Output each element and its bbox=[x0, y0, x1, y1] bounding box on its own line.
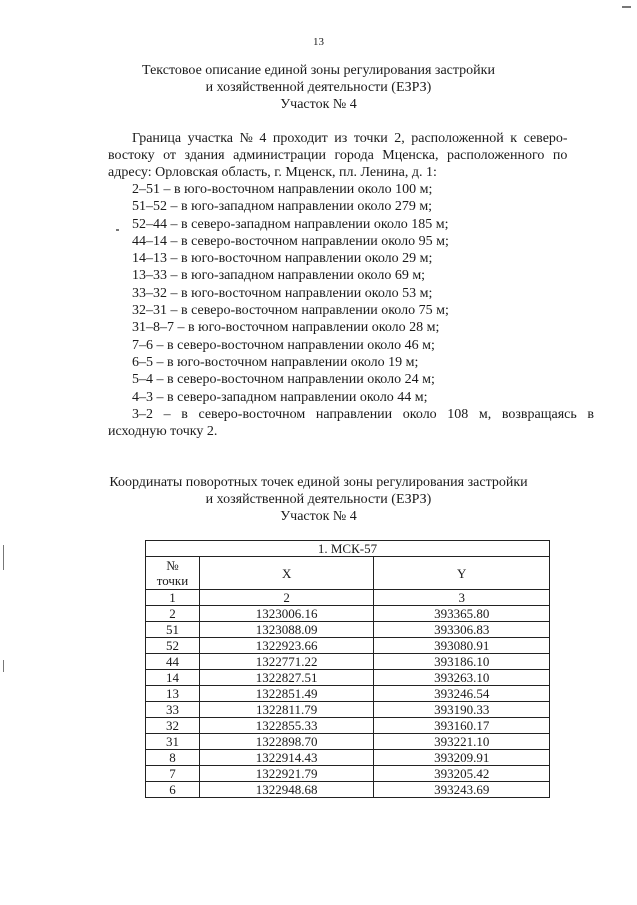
point-cell: 33 bbox=[146, 702, 200, 718]
section2-title-line: Участок № 4 bbox=[280, 509, 357, 524]
table-row bbox=[146, 686, 550, 702]
x-cell: 1322855.33 bbox=[199, 718, 374, 734]
segment-line: 4–3 – в северо-западном направлении около 44 м; bbox=[132, 389, 428, 405]
segment-line: 14–13 – в юго-восточном направлении около 29 м; bbox=[132, 251, 433, 267]
section1-title bbox=[0, 62, 637, 113]
intro-line: адресу: Орловская область, г. Мценск, пл. Ленина, д. 1: bbox=[108, 165, 437, 180]
table-system-row bbox=[146, 541, 550, 557]
y-cell: 393246.54 bbox=[374, 686, 550, 702]
header-point-number-line2: точки bbox=[156, 573, 189, 588]
point-cell: 6 bbox=[146, 782, 200, 798]
segment-line-continuation: исходную точку 2. bbox=[108, 424, 218, 440]
point-cell: 31 bbox=[146, 734, 200, 750]
page-number: 13 bbox=[313, 36, 324, 48]
header-point-number-line1: № bbox=[166, 558, 179, 573]
segment-line: 2–51 – в юго-восточном направлении около 100 м; bbox=[132, 182, 433, 197]
x-cell: 1322921.79 bbox=[199, 766, 374, 782]
point-cell: 32 bbox=[146, 718, 200, 734]
x-cell: 1323088.09 bbox=[199, 622, 374, 638]
boundary-intro bbox=[108, 130, 594, 181]
point-cell: 8 bbox=[146, 750, 200, 766]
x-cell: 1322948.68 bbox=[199, 782, 374, 798]
x-cell: 1322914.43 bbox=[199, 750, 374, 766]
segment-line: 6–5 – в юго-восточном направлении около 19 м; bbox=[132, 354, 419, 370]
header-y: Y bbox=[374, 557, 550, 590]
table-row bbox=[146, 734, 550, 750]
segment-line: 52–44 – в северо-западном направлении около 185 м; bbox=[132, 216, 449, 232]
scan-mark-left-1 bbox=[3, 545, 4, 570]
table-index-row bbox=[146, 590, 550, 606]
index-cell: 1 bbox=[146, 590, 200, 606]
x-cell: 1322771.22 bbox=[199, 654, 374, 670]
point-cell: 13 bbox=[146, 686, 200, 702]
header-point-number bbox=[146, 557, 200, 590]
coordinate-rows bbox=[146, 606, 550, 798]
x-cell: 1322851.49 bbox=[199, 686, 374, 702]
table-row bbox=[146, 638, 550, 654]
point-cell: 51 bbox=[146, 622, 200, 638]
table-row bbox=[146, 782, 550, 798]
x-cell: 1322811.79 bbox=[199, 702, 374, 718]
x-cell: 1322898.70 bbox=[199, 734, 374, 750]
segment-line: 44–14 – в северо-восточном направлении около 95 м; bbox=[132, 233, 449, 249]
intro-line: востоку от здания администрации города Мценска, расположенного по bbox=[108, 148, 568, 163]
point-cell: 7 bbox=[146, 766, 200, 782]
section1-title-line: Текстовое описание единой зоны регулирования застройки bbox=[142, 63, 495, 78]
coordinates-table bbox=[145, 540, 550, 798]
section2-title bbox=[0, 474, 637, 525]
section2-title-line: и хозяйственной деятельности (ЕЗРЗ) bbox=[205, 492, 432, 507]
segment-line: 7–6 – в северо-восточном направлении около 46 м; bbox=[132, 337, 435, 353]
index-cell: 3 bbox=[374, 590, 550, 606]
header-x: X bbox=[199, 557, 374, 590]
scan-dot bbox=[116, 229, 119, 231]
y-cell: 393186.10 bbox=[374, 654, 550, 670]
table-row bbox=[146, 718, 550, 734]
point-cell: 2 bbox=[146, 606, 200, 622]
point-cell: 52 bbox=[146, 638, 200, 654]
table-row bbox=[146, 670, 550, 686]
segment-line-last: 3–2 – в северо-восточном направлении около 108 м, возвращаясь в bbox=[132, 406, 594, 422]
y-cell: 393190.33 bbox=[374, 702, 550, 718]
x-cell: 1322827.51 bbox=[199, 670, 374, 686]
section1-title-line: Участок № 4 bbox=[280, 97, 357, 112]
table-row bbox=[146, 606, 550, 622]
y-cell: 393221.10 bbox=[374, 734, 550, 750]
section1-title-line: и хозяйственной деятельности (ЕЗРЗ) bbox=[205, 80, 432, 95]
table-header-row bbox=[146, 557, 550, 590]
boundary-segments-list bbox=[108, 181, 594, 440]
table-row bbox=[146, 766, 550, 782]
index-cell: 2 bbox=[199, 590, 374, 606]
segment-line: 5–4 – в северо-восточном направлении около 24 м; bbox=[132, 372, 435, 388]
scan-mark-top-right bbox=[622, 6, 631, 8]
point-cell: 44 bbox=[146, 654, 200, 670]
intro-line: Граница участка № 4 проходит из точки 2, расположенной к северо- bbox=[132, 131, 568, 146]
table-row bbox=[146, 702, 550, 718]
x-cell: 1322923.66 bbox=[199, 638, 374, 654]
segment-line: 13–33 – в юго-западном направлении около 69 м; bbox=[132, 268, 426, 284]
segment-line: 51–52 – в юго-западном направлении около 279 м; bbox=[132, 199, 433, 215]
table-row bbox=[146, 654, 550, 670]
point-cell: 14 bbox=[146, 670, 200, 686]
coordinate-system-cell: 1. МСК-57 bbox=[146, 541, 550, 557]
table-row bbox=[146, 622, 550, 638]
y-cell: 393243.69 bbox=[374, 782, 550, 798]
y-cell: 393263.10 bbox=[374, 670, 550, 686]
table-row bbox=[146, 750, 550, 766]
segment-line: 33–32 – в юго-восточном направлении около 53 м; bbox=[132, 285, 433, 301]
y-cell: 393365.80 bbox=[374, 606, 550, 622]
y-cell: 393209.91 bbox=[374, 750, 550, 766]
section2-title-line: Координаты поворотных точек единой зоны регулирования застройки bbox=[109, 475, 528, 490]
segment-line: 31–8–7 – в юго-восточном направлении около 28 м; bbox=[132, 320, 440, 336]
y-cell: 393306.83 bbox=[374, 622, 550, 638]
x-cell: 1323006.16 bbox=[199, 606, 374, 622]
segment-line: 32–31 – в северо-восточном направлении около 75 м; bbox=[132, 303, 449, 319]
scan-mark-left-2 bbox=[3, 660, 4, 672]
y-cell: 393160.17 bbox=[374, 718, 550, 734]
y-cell: 393205.42 bbox=[374, 766, 550, 782]
y-cell: 393080.91 bbox=[374, 638, 550, 654]
